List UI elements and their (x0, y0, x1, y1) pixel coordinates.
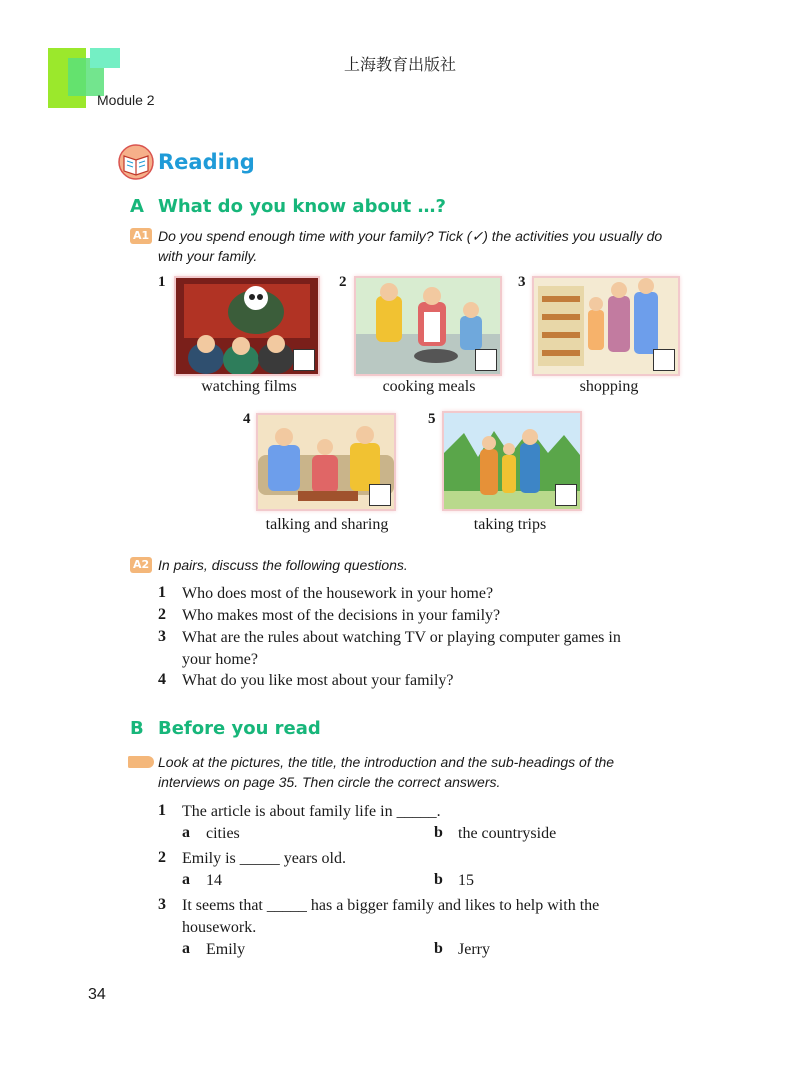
tick-box[interactable] (555, 484, 577, 506)
question-text-continued: housework. (182, 919, 257, 936)
a1-instruction-line2: with your family. (158, 248, 258, 264)
option-a-label: a (182, 871, 190, 888)
section-a-letter: A (130, 196, 144, 217)
picture-caption: watching films (201, 378, 297, 395)
question-number: 3 (158, 896, 166, 913)
section-b-tag (128, 756, 154, 768)
option-a-label: a (182, 940, 190, 957)
option-a[interactable]: cities (206, 825, 240, 842)
question-number: 1 (158, 584, 166, 601)
picture-number: 5 (428, 411, 436, 427)
option-a-label: a (182, 824, 190, 841)
a1-instruction: Do you spend enough time with your family? Tick (✓) the activities you usually do (158, 228, 663, 244)
picture-number: 1 (158, 274, 166, 290)
picture-shopping (532, 276, 680, 376)
question-text-continued: your home? (182, 651, 258, 668)
question-number: 2 (158, 606, 166, 623)
question-text: It seems that _____ has a bigger family and likes to help with the (182, 897, 600, 914)
question-number: 2 (158, 849, 166, 866)
a1-tag: A1 (130, 228, 152, 244)
a2-tag: A2 (130, 557, 152, 573)
option-b-label: b (434, 871, 443, 888)
question-text: What do you like most about your family? (182, 672, 454, 689)
question-text: What are the rules about watching TV or playing computer games in (182, 629, 621, 646)
option-a[interactable]: Emily (206, 941, 246, 958)
module-label: Module 2 (97, 92, 155, 108)
a2-instruction: In pairs, discuss the following questions. (158, 557, 408, 573)
picture-caption: taking trips (473, 516, 547, 533)
question-number: 1 (158, 802, 166, 819)
question-number: 3 (158, 628, 166, 645)
section-b-letter: B (130, 718, 144, 739)
picture-watching-films (174, 276, 320, 376)
question-text: Who does most of the housework in your home? (182, 585, 494, 602)
picture-taking-trips (442, 411, 582, 511)
tick-box[interactable] (369, 484, 391, 506)
reading-title: Reading (158, 150, 255, 174)
option-b-label: b (434, 940, 443, 957)
picture-number: 2 (339, 274, 347, 290)
section-a-title: What do you know about …? (158, 196, 446, 217)
tick-box[interactable] (293, 349, 315, 371)
question-text: The article is about family life in _____. (182, 803, 441, 820)
b-instruction-line2: interviews on page 35. Then circle the correct answers. (158, 774, 501, 790)
page-number: 34 (88, 986, 106, 1003)
picture-caption: shopping (579, 378, 639, 395)
picture-talking-and-sharing (256, 413, 396, 511)
tick-box[interactable] (475, 349, 497, 371)
option-b[interactable]: Jerry (458, 941, 490, 958)
option-a[interactable]: 14 (206, 872, 222, 889)
picture-number: 4 (243, 411, 251, 427)
option-b[interactable]: 15 (458, 872, 474, 889)
option-b-label: b (434, 824, 443, 841)
picture-caption: talking and sharing (265, 516, 389, 533)
question-number: 4 (158, 671, 166, 688)
option-b[interactable]: the countryside (458, 825, 557, 842)
picture-number: 3 (518, 274, 526, 290)
b-instruction: Look at the pictures, the title, the introduction and the sub-headings of the (158, 754, 615, 770)
book-icon (118, 144, 154, 180)
section-b-title: Before you read (158, 718, 321, 739)
tick-box[interactable] (653, 349, 675, 371)
publisher-name: 上海教育出版社 (343, 55, 456, 74)
question-text: Emily is _____ years old. (182, 850, 346, 867)
picture-caption: cooking meals (382, 378, 476, 395)
question-text: Who makes most of the decisions in your family? (182, 607, 501, 624)
picture-cooking-meals (354, 276, 502, 376)
